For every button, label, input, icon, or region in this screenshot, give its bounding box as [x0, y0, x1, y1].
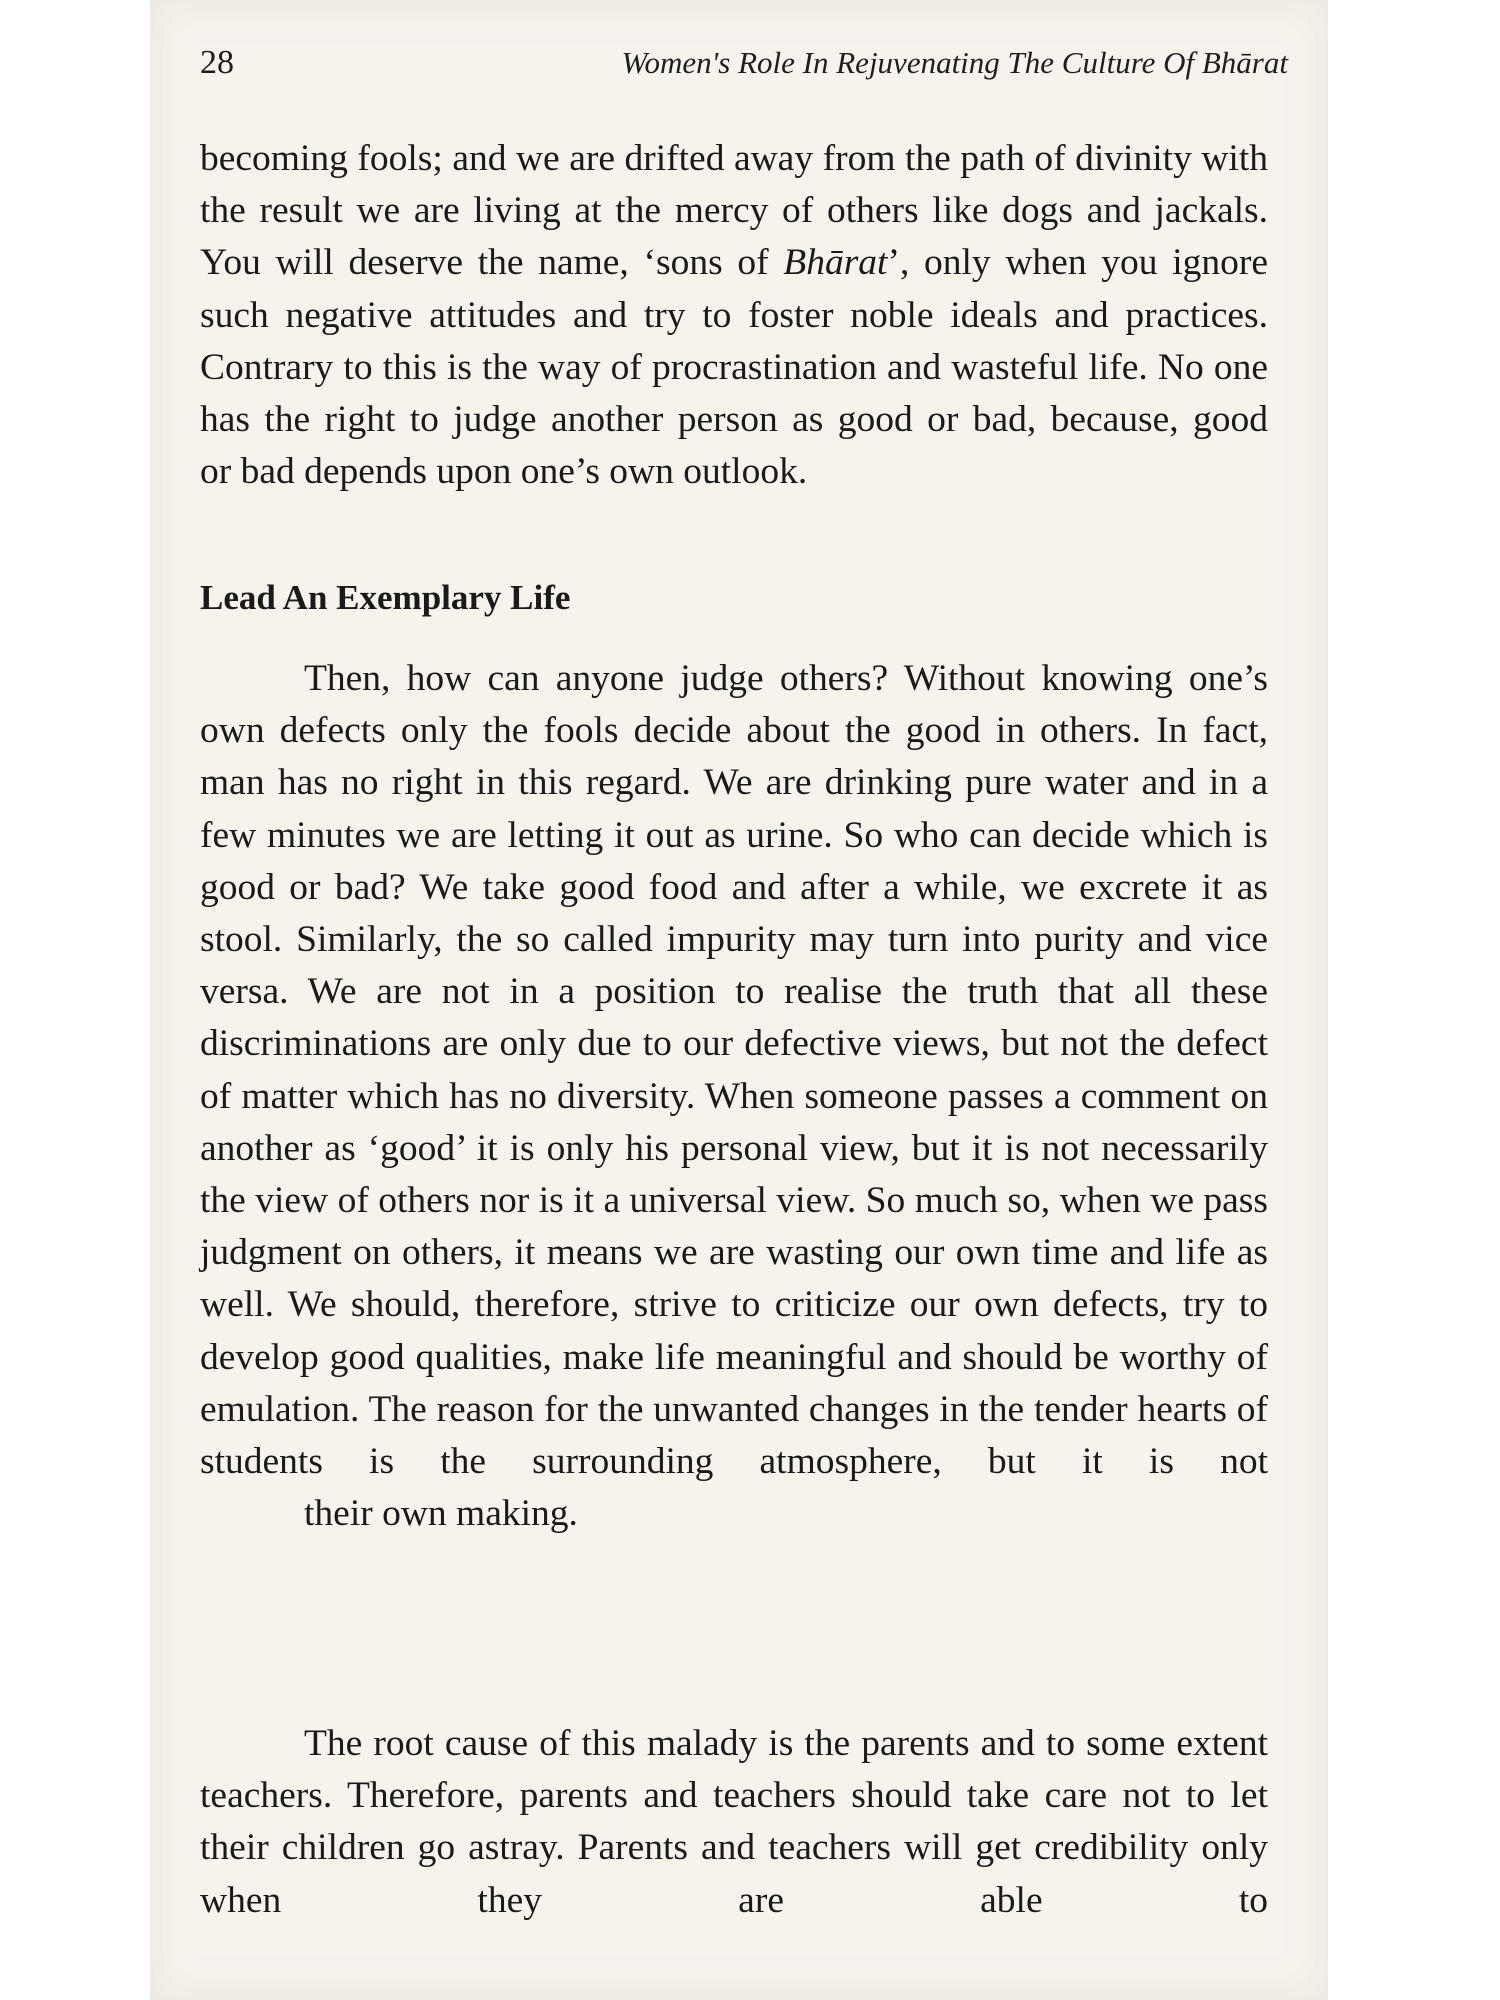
paragraph-3-text: The root cause of this malady is the parents and to some extent teachers. Therefore, parents and teachers should take care not to let their children go astray. Parents and teachers will get credibility only when they are able to — [200, 1723, 1268, 1921]
paragraph-2-text: Then, how can anyone judge others? Without knowing one’s own defects only the fools decide about the good in others. In fact, man has no right in this regard. We are drinking pure water and in a few minutes we are letting it out as urine. So who can decide which is good or bad? We take good food and after a while, we excrete it as stool. Similarly, the so called impurity may turn into purity and vice versa. We are not in a position to realise the truth that all these discriminations are only due to our defective views, but not the defect of matter which has no diversity. When someone passes a comment on another as ‘good’ it is only his personal view, but it is not necessarily the view of others nor is it a universal view. So much so, when we pass judgment on others, it means we are wasting our own time and life as well. We should, therefore, strive to criticize our own defects, try to develop good qualities, make life meaningful and should be worthy of emulation. The reason for the unwanted changes in the tender hearts of students is the surrounding atmosphere, but it is not — [200, 658, 1268, 1483]
paragraph-3 — [200, 1718, 1268, 1927]
paragraph-2-last-line: their own making. — [304, 1493, 578, 1535]
paragraph-2 — [200, 653, 1268, 1540]
book-page — [150, 0, 1328, 2000]
running-header — [200, 44, 1288, 84]
section-heading: Lead An Exemplary Life — [200, 578, 571, 617]
page-number: 28 — [200, 44, 234, 81]
paragraph-1-text-continued: ’, only when you ignore such negative attitudes and try to foster noble ideals and practices. Contrary to this is the way of procrastination and wasteful life. No one has the right to judge another person as good or bad, because, good — [200, 242, 1268, 441]
paragraph-1-text: becoming fools; and we are drifted away from the path of divinity with the result we are living at the mercy of others like dogs and jackals. You will deserve the name, ‘sons of — [200, 138, 1268, 284]
paragraph-1 — [200, 133, 1268, 498]
running-title: Women's Role In Rejuvenating The Culture Of Bhārat — [621, 45, 1288, 80]
paragraph-1-last-line: or bad depends upon one’s own outlook. — [200, 451, 808, 493]
paragraph-1-italic-term: Bhārat — [783, 242, 888, 284]
